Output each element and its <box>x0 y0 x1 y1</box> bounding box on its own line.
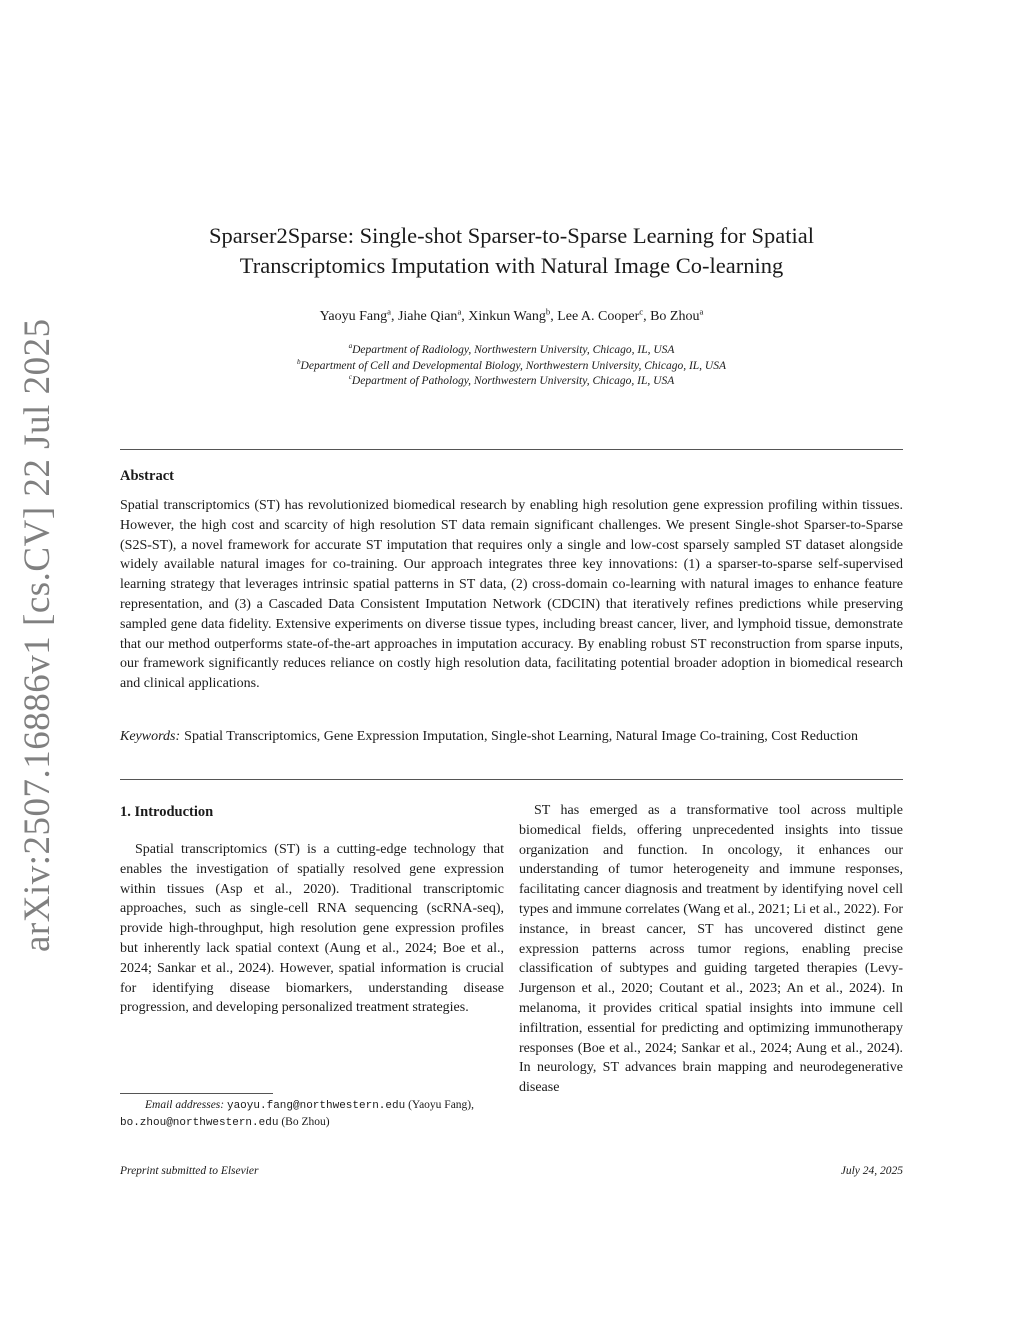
author-separator: , <box>390 309 398 324</box>
footnote-author-name: (Bo Zhou) <box>281 1116 330 1128</box>
author-separator: , <box>643 309 651 324</box>
author-affiliation-mark: c <box>639 306 644 317</box>
keywords-text: Spatial Transcriptomics, Gene Expression Imputation, Single-shot Learning, Natural Image Co-training, Cost Reduction <box>184 729 858 744</box>
affiliation-key: c <box>348 373 352 382</box>
affiliation-key: b <box>296 357 301 366</box>
author-list <box>120 307 903 327</box>
author <box>468 306 558 324</box>
keywords-label: Keywords: <box>120 729 181 744</box>
author <box>319 306 398 324</box>
author <box>397 306 469 324</box>
author-separator: , <box>550 309 558 324</box>
author-name: Bo Zhou <box>650 309 700 324</box>
author-separator: , <box>461 309 469 324</box>
author-affiliation-mark: a <box>387 306 391 317</box>
affiliation-text: Department of Radiology, Northwestern University, Chicago, IL, USA <box>352 344 675 356</box>
author-affiliation-mark: a <box>699 306 704 317</box>
affiliation-text: Department of Cell and Developmental Biology, Northwestern University, Chicago, IL, USA <box>300 359 726 372</box>
email-link[interactable]: bo.zhou@northwestern.edu <box>120 1117 279 1129</box>
affiliation-text: Department of Pathology, Northwestern University, Chicago, IL, USA <box>351 375 675 387</box>
footnote-label: Email addresses: <box>145 1099 225 1111</box>
arxiv-identifier: arXiv:2507.16886v1 [cs.CV] 22 Jul 2025 <box>17 318 58 952</box>
author-name: Lee A. Cooper <box>557 309 640 324</box>
abstract-top-rule <box>120 449 903 450</box>
title-line-1: Sparser2Sparse: Single-shot Sparser-to-Sparse Learning for Spatial <box>208 223 815 248</box>
affiliation-list <box>120 343 903 390</box>
abstract-bottom-rule <box>120 779 903 780</box>
footer-date: July 24, 2025 <box>840 1165 903 1177</box>
email-link[interactable]: yaoyu.fang@northwestern.edu <box>226 1100 406 1112</box>
footnote-rule <box>120 1093 273 1094</box>
footnote-email <box>120 1097 504 1131</box>
author <box>557 306 651 324</box>
paper-title <box>120 221 903 281</box>
left-column <box>120 840 504 1018</box>
footer-preprint-note: Preprint submitted to Elsevier <box>120 1165 259 1177</box>
affiliation <box>120 359 903 375</box>
footnote-author-name: (Yaoyu Fang), <box>408 1099 475 1111</box>
keywords <box>120 727 903 747</box>
author <box>650 306 704 324</box>
author-affiliation-mark: b <box>545 306 551 317</box>
right-column <box>519 801 903 1098</box>
author-name: Yaoyu Fang <box>319 309 388 324</box>
abstract-text: Spatial transcriptomics (ST) has revolutionized biomedical research by enabling high resolution gene expression profiling within tissues. However, the high cost and scarcity of high resolution ST data remain significant challenges. We present Single-shot Sparser-to-Sparse (S2S-ST), a novel framework for accurate ST imputation that requires only a single and low-cost sparsely sampled ST dataset alongside widely available natural images for co-training. Our approach integrates three key innovations: (1) a sparser-to-sparse self-supervised learning strategy that leverages intrinsic spatial patterns in ST data, (2) cross-domain co-learning with natural images to enhance feature representation, and (3) a Cascaded Data Consistent Imputation Network (CDCIN) that iteratively refines predictions while preserving sampled gene data fidelity. Extensive experiments on diverse tissue types, including breast cancer, liver, and lymphoid tissue, demonstrate that our method outperforms state-of-the-art approaches in imputation accuracy. By enabling robust ST reconstruction from sparse inputs, our framework significantly reduces reliance on costly high resolution data, facilitating potential broader adoption in biomedical research and clinical applications. <box>120 498 903 692</box>
abstract-heading: Abstract <box>120 468 174 484</box>
affiliation-key: a <box>348 342 353 351</box>
intro-paragraph-2: ST has emerged as a transformative tool across multiple biomedical fields, offering unprecedented insights into tissue organization and function. In oncology, it enhances our understanding of tumor heterogeneity and immune responses, facilitating cancer diagnosis and treatment by identifying novel cell types and immune correlates (Wang et al., 2021; Li et al., 2022). For instance, in breast cancer, ST has uncovered distinct gene expression patterns across tumor regions, enabling precise classification of subtypes and guiding targeted therapies (Levy-Jurgenson et al., 2020; Coutant et al., 2023; An et al., 2024). In melanoma, it provides critical spatial insights into immune cell infiltration, essential for predicting and optimizing immunotherapy responses (Boe et al., 2024; Sankar et al., 2024; Aung et al., 2024). In neurology, ST advances brain mapping and neurodegenerative disease <box>519 803 903 1096</box>
author-affiliation-mark: a <box>457 306 462 317</box>
author-name: Xinkun Wang <box>468 309 546 324</box>
author-name: Jiahe Qian <box>397 309 458 324</box>
affiliation <box>120 374 903 390</box>
title-line-2: Transcriptomics Imputation with Natural Image Co-learning <box>239 253 784 278</box>
affiliation <box>120 343 903 359</box>
intro-paragraph-1: Spatial transcriptomics (ST) is a cutting-edge technology that enables the investigation of spatially resolved gene expression within tissues (Asp et al., 2020). Traditional transcriptomic approaches, such as single-cell RNA sequencing (scRNA-seq), provide high-throughput, high resolution gene expression profiles but inherently lack spatial context (Aung et al., 2024; Boe et al., 2024; Sankar et al., 2024). However, spatial information is crucial for identifying disease biomarkers, understanding disease progression, and developing personalized treatment strategies. <box>120 842 504 1016</box>
section-heading-introduction: 1. Introduction <box>120 804 214 820</box>
